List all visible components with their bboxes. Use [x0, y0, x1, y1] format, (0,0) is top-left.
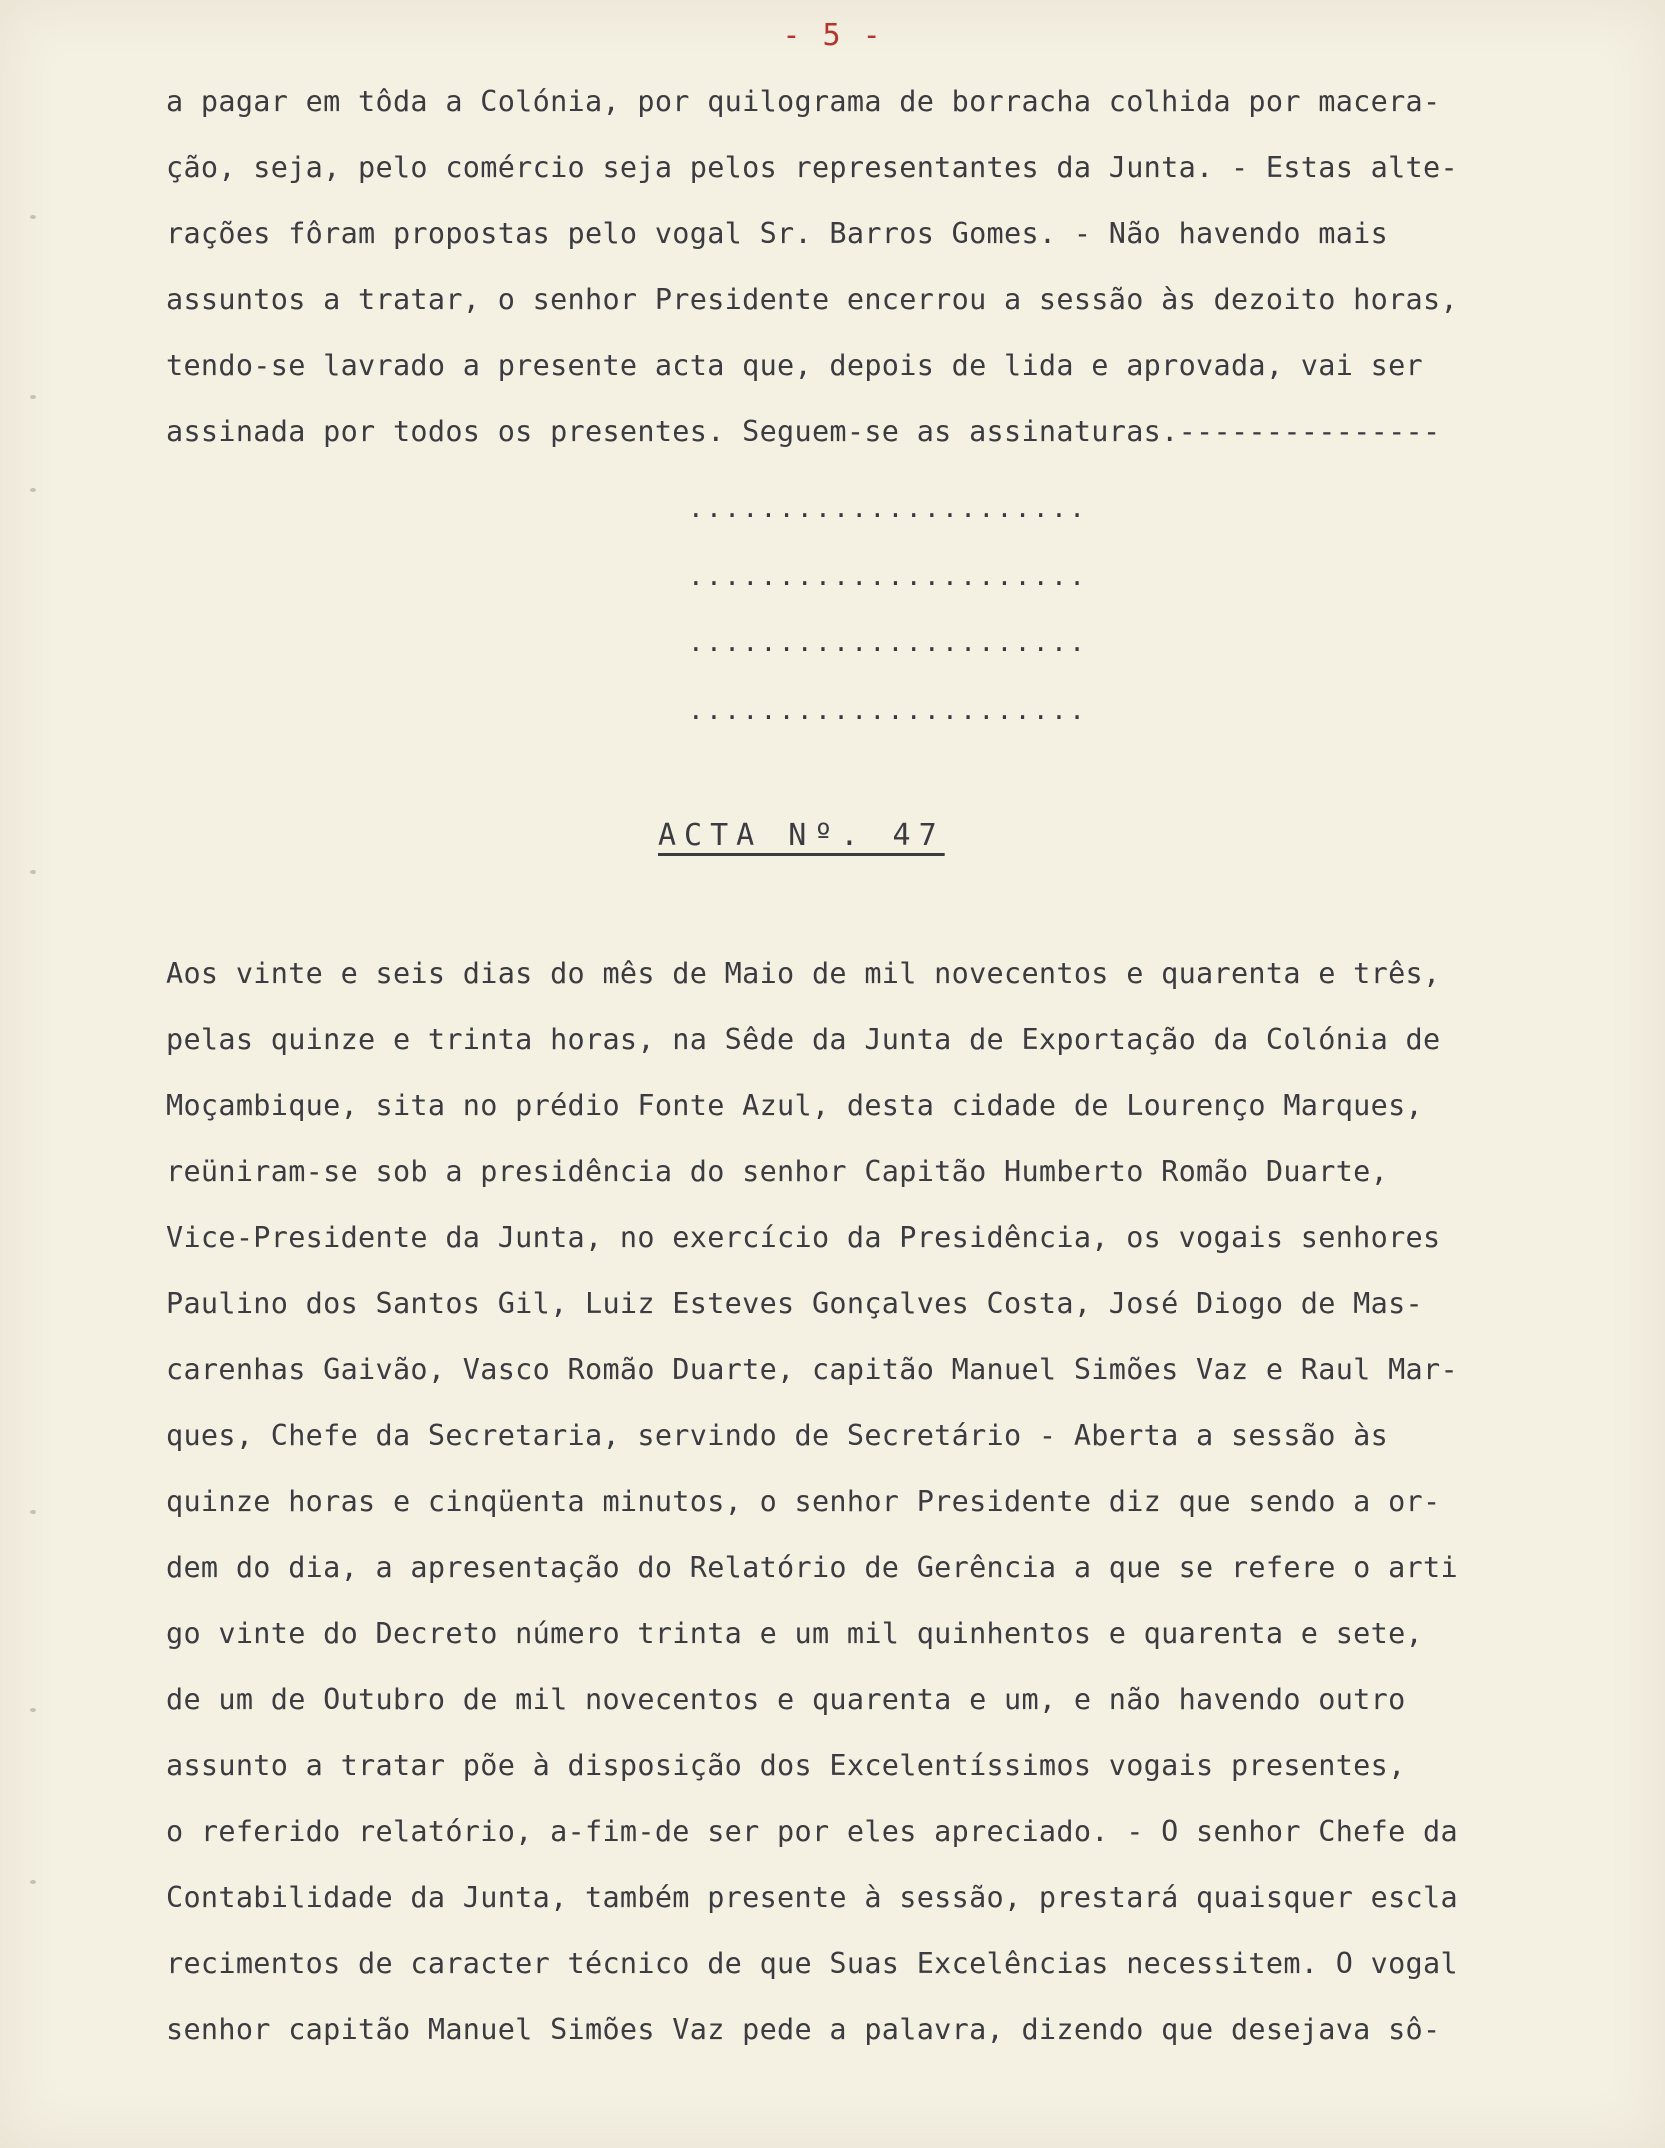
signature-line: ...................... — [688, 696, 1088, 726]
text-line: dem do dia, a apresentação do Relatório de Gerência a que se refere o arti — [166, 1551, 1458, 1584]
text-line: go vinte do Decreto número trinta e um mil quinhentos e quarenta e sete, — [166, 1617, 1424, 1650]
signature-line: ...................... — [688, 628, 1088, 658]
text-line: assunto a tratar põe à disposição dos Excelentíssimos vogais presentes, — [166, 1749, 1406, 1782]
text-line: recimentos de caracter técnico de que Suas Excelências necessitem. O vogal — [166, 1947, 1458, 1980]
text-line: ção, seja, pelo comércio seja pelos representantes da Junta. - Estas alte- — [166, 151, 1458, 184]
binding-hole-mark — [30, 395, 36, 399]
binding-hole-mark — [30, 488, 36, 492]
binding-hole-mark — [30, 1708, 36, 1712]
text-line: o referido relatório, a-fim-de ser por eles apreciado. - O senhor Chefe da — [166, 1815, 1458, 1848]
page-number: - 5 - — [782, 18, 883, 53]
text-line: ques, Chefe da Secretaria, servindo de Secretário - Aberta a sessão às — [166, 1419, 1389, 1452]
binding-hole-mark — [30, 1880, 36, 1884]
minutes-heading: ACTA Nº. 47 — [658, 818, 945, 853]
text-line: Vice-Presidente da Junta, no exercício da Presidência, os vogais senhores — [166, 1221, 1441, 1254]
text-line: Moçambique, sita no prédio Fonte Azul, desta cidade de Lourenço Marques, — [166, 1089, 1424, 1122]
text-line: assuntos a tratar, o senhor Presidente encerrou a sessão às dezoito horas, — [166, 283, 1458, 316]
text-line: assinada por todos os presentes. Seguem-se as assinaturas.--------------- — [166, 415, 1441, 448]
text-line: a pagar em tôda a Colónia, por quilograma de borracha colhida por macera- — [166, 85, 1441, 118]
text-line: carenhas Gaivão, Vasco Romão Duarte, capitão Manuel Simões Vaz e Raul Mar- — [166, 1353, 1458, 1386]
binding-hole-mark — [30, 870, 36, 874]
binding-hole-mark — [30, 215, 36, 219]
text-line: quinze horas e cinqüenta minutos, o senhor Presidente diz que sendo a or- — [166, 1485, 1441, 1518]
text-line: senhor capitão Manuel Simões Vaz pede a palavra, dizendo que desejava sô- — [166, 2013, 1441, 2046]
text-line: tendo-se lavrado a presente acta que, depois de lida e aprovada, vai ser — [166, 349, 1424, 382]
text-line: de um de Outubro de mil novecentos e quarenta e um, e não havendo outro — [166, 1683, 1406, 1716]
text-line: Contabilidade da Junta, também presente à sessão, prestará quaisquer escla — [166, 1881, 1458, 1914]
text-line: rações fôram propostas pelo vogal Sr. Barros Gomes. - Não havendo mais — [166, 217, 1389, 250]
text-line: pelas quinze e trinta horas, na Sêde da Junta de Exportação da Colónia de — [166, 1023, 1441, 1056]
text-line: Aos vinte e seis dias do mês de Maio de mil novecentos e quarenta e três, — [166, 957, 1441, 990]
signature-line: ...................... — [688, 562, 1088, 592]
signature-line: ...................... — [688, 494, 1088, 524]
binding-hole-mark — [30, 1510, 36, 1514]
text-line: Paulino dos Santos Gil, Luiz Esteves Gonçalves Costa, José Diogo de Mas- — [166, 1287, 1424, 1320]
text-line: reüniram-se sob a presidência do senhor Capitão Humberto Romão Duarte, — [166, 1155, 1389, 1188]
